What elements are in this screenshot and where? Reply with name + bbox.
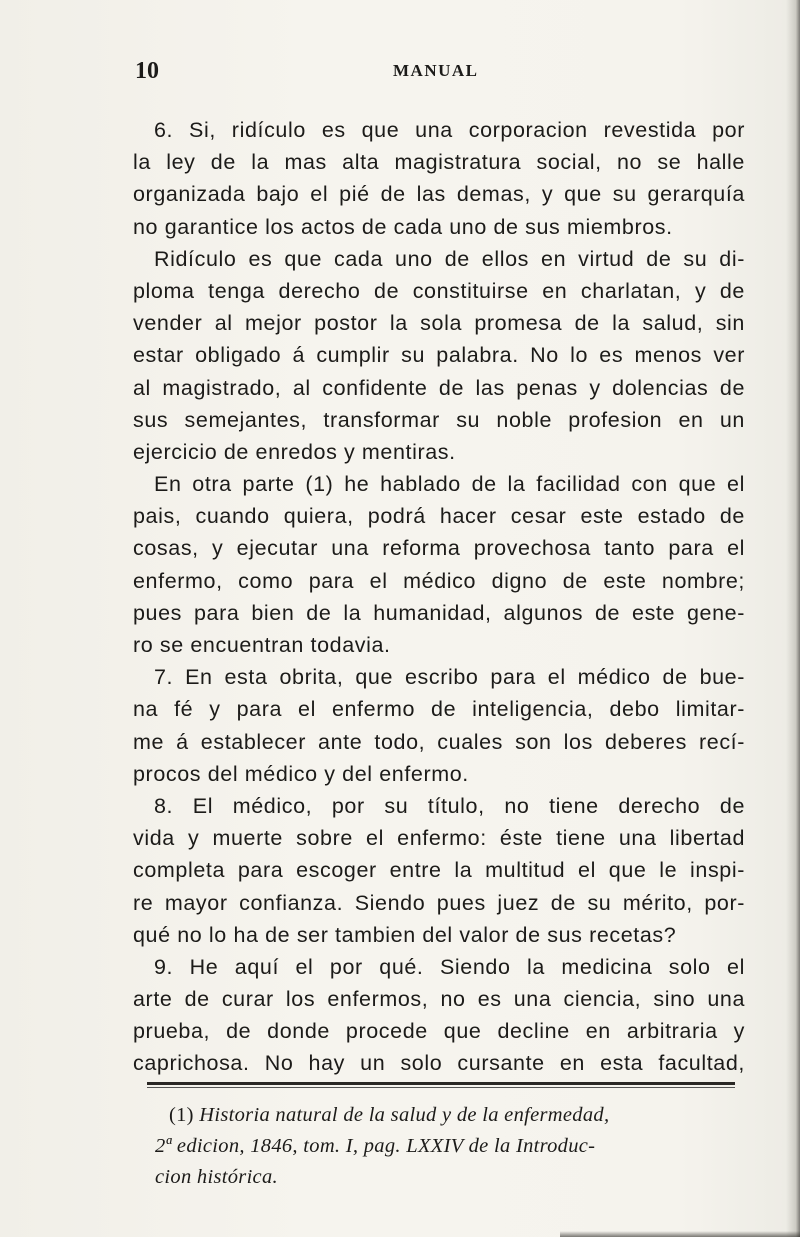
text-line: na fé y para el enfermo de inteligencia, debo limitar- <box>133 697 745 722</box>
text-line: vida y muerte sobre el enfermo: éste tiene una libertad <box>133 826 745 851</box>
text-line: me á establecer ante todo, cuales son los deberes recí- <box>133 729 745 754</box>
text-line: ploma tenga derecho de constituirse en charlatan, y de <box>133 278 745 303</box>
text-line: Ridículo es que cada uno de ellos en virtud de su di- <box>154 246 745 271</box>
text-line: pues para bien de la humanidad, algunos de este gene- <box>133 600 745 625</box>
text-line: cosas, y ejecutar una reforma provechosa tanto para el <box>133 536 745 561</box>
text-line: sus semejantes, transformar su noble profesion en un <box>133 407 745 432</box>
page-number: 10 <box>135 58 159 84</box>
footnote-line-1 <box>155 1100 735 1131</box>
text-line: vender al mejor postor la sola promesa de la salud, sin <box>133 311 745 336</box>
page-header <box>135 58 740 88</box>
text-line: la ley de la mas alta magistratura social, no se halle <box>133 150 745 175</box>
text-line: En otra parte (1) he hablado de la facilidad con que el <box>154 472 745 497</box>
text-line: 7. En esta obrita, que escribo para el médico de bue- <box>154 665 745 690</box>
text-line: enfermo, como para el médico digno de este nombre; <box>133 568 745 593</box>
text-line: procos del médico y del enfermo. <box>133 761 469 786</box>
text-line: estar obligado á cumplir su palabra. No lo es menos ver <box>133 343 745 368</box>
body-text <box>133 114 745 1080</box>
text-line: prueba, de donde procede que decline en arbitraria y <box>133 1019 745 1044</box>
text-line: no garantice los actos de cada uno de sus miembros. <box>133 214 673 239</box>
text-line: pais, cuando quiera, podrá hacer cesar este estado de <box>133 504 745 529</box>
footnote-line-2: 2ª edicion, 1846, tom. I, pag. LXXIV de la Introduc- <box>155 1135 596 1157</box>
footnote-line-3: cion histórica. <box>155 1166 278 1188</box>
text-line: caprichosa. No hay un solo cursante en esta facultad, <box>133 1051 745 1076</box>
footnote <box>155 1100 735 1193</box>
text-line: arte de curar los enfermos, no es una ciencia, sino una <box>133 987 745 1012</box>
text-line: 8. El médico, por su título, no tiene derecho de <box>154 793 745 818</box>
text-line: completa para escoger entre la multitud el que le inspi- <box>133 858 745 883</box>
text-line: organizada bajo el pié de las demas, y que su gerarquía <box>133 182 745 207</box>
page-bottom-shadow <box>560 1231 800 1237</box>
footnote-mark: (1) <box>169 1104 194 1126</box>
page-binding-shadow <box>786 0 800 1237</box>
footnote-separator-thin <box>147 1087 735 1088</box>
text-line: al magistrado, al confidente de las penas y dolencias de <box>133 375 745 400</box>
text-line: re mayor confianza. Siendo pues juez de su mérito, por- <box>133 890 745 915</box>
text-line: ro se encuentran todavia. <box>133 633 391 657</box>
text-line: 9. He aquí el por qué. Siendo la medicina solo el <box>154 954 745 979</box>
text-line: ejercicio de enredos y mentiras. <box>133 439 456 464</box>
text-line: qué no lo ha de ser tambien del valor de sus recetas? <box>133 922 677 947</box>
footnote-separator <box>147 1082 735 1085</box>
running-head: MANUAL <box>393 61 479 80</box>
footnote-title: Historia natural de la salud y de la enfermedad, <box>199 1104 610 1126</box>
text-line: 6. Si, ridículo es que una corporacion revestida por <box>154 118 745 142</box>
